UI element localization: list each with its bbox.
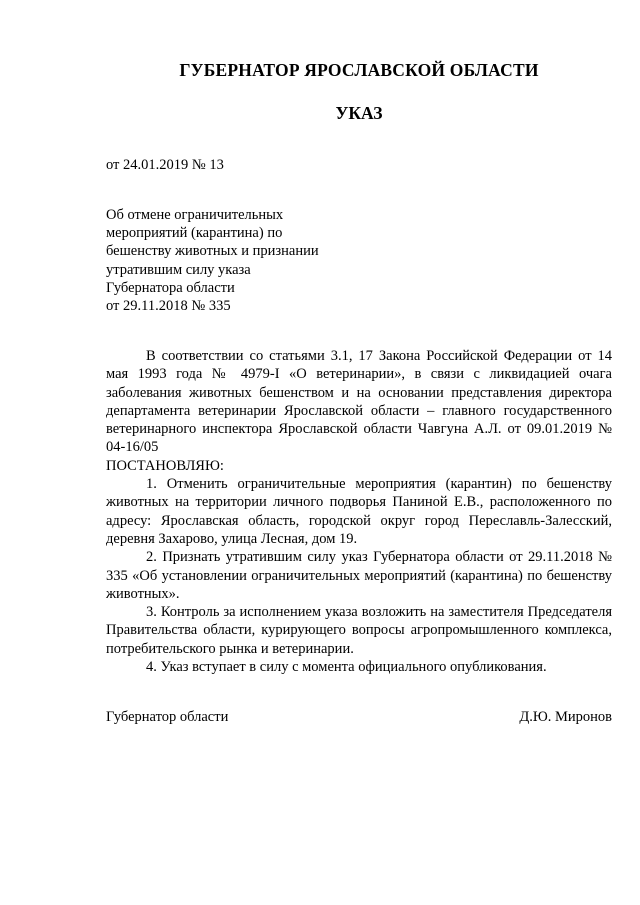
subject-line: утратившим силу указа — [106, 261, 251, 278]
subject-line: Об отмене ограничительных — [106, 207, 284, 223]
decree-item: 1. Отменить ограничительные мероприятия (карантин) по бешенству животных на территории личного подворья Паниной Е.В., расположенного по адресу: Ярославская область, городской округ город Переславль-Залесский, деревня Захарово, улица Лесная, дом 19. — [106, 476, 612, 547]
decree-body — [106, 347, 612, 676]
document-date-number: от 24.01.2019 № 13 — [106, 157, 224, 173]
subject-line: бешенству животных и признании — [106, 243, 319, 260]
decree-item: 3. Контроль за исполнением указа возложить на заместителя Председателя Правительства области, курирующего вопросы агропромышленного комплекса, потребительского рынка и ветеринарии. — [106, 604, 612, 657]
signatory-name: Д.Ю. Миронов — [519, 709, 612, 725]
decree-word: ПОСТАНОВЛЯЮ: — [106, 457, 224, 474]
organization-title: ГУБЕРНАТОР ЯРОСЛАВСКОЙ ОБЛАСТИ — [179, 60, 539, 80]
preamble-paragraph: В соответствии со статьями 3.1, 17 Закона Российской Федерации от 14 мая 1993 года № 4979-I «О ветеринарии», в связи с ликвидацией очага заболевания животных бешенством и на основании представления директора департамента ветеринарии Ярославской области – главного государственного ветеринарного инспектора Ярославской области Чавгуна А.Л. от 09.01.2019 № 04-16/05 — [106, 348, 612, 456]
signatory-position: Губернатор области — [106, 709, 229, 725]
document-type-heading: УКАЗ — [335, 103, 383, 123]
subject-line: Губернатора области — [106, 279, 235, 296]
decree-item: 4. Указ вступает в силу с момента официального опубликования. — [146, 659, 547, 676]
subject-line: от 29.11.2018 № 335 — [106, 298, 231, 315]
decree-subject — [106, 206, 406, 315]
decree-item: 2. Признать утратившим силу указ Губернатора области от 29.11.2018 № 335 «Об установлении ограничительных мероприятий (карантина) по бешенству животных». — [106, 549, 612, 602]
signature-block — [106, 709, 612, 726]
subject-line: мероприятий (карантина) по — [106, 225, 283, 242]
